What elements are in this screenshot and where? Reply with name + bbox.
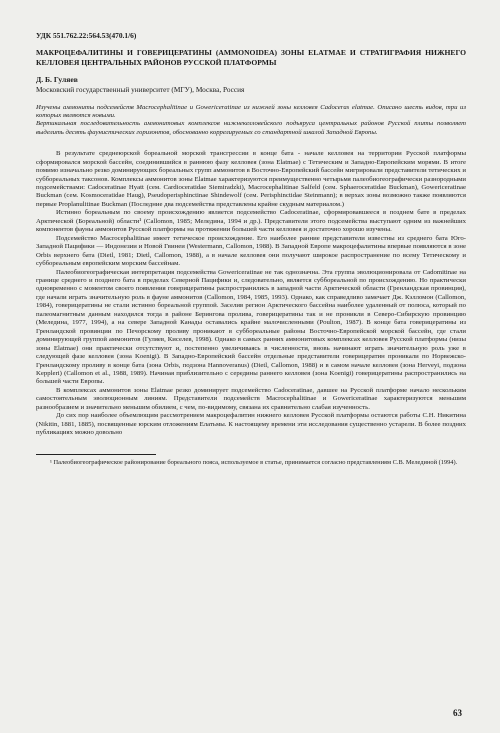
abstract [36, 104, 466, 138]
udk-code: УДК 551.762.22:564.53(470.1/6) [36, 31, 137, 40]
body-paragraph: В комплексах аммонитов зоны Elatmae резко доминирует подсемейство Cadoceratinae, давшее на Русской платформе начало нескольким самостоятельным эволюционным линиям. Представители подсемейств Macrocephalitinae и Gowericeratinae характеризуются меньшим разнообразием и значительно меньшим обилием, с чем, по-видимому, связана их сравнительно слабая изученность. [36, 386, 466, 411]
abstract-paragraph: Вертикальная последовательность аммонитовых комплексов нижнекелловейского подъяруса центральных районов Русской плиты позволяет выделить десять фаунистических горизонтов, обоснованно коррелируемых со стандартной шкалой Западной Европы. [36, 120, 466, 136]
author-affiliation: Московский государственный университет (МГУ), Москва, Россия [36, 84, 245, 94]
body-paragraph: Истинно бореальным по своему происхождению является подсемейство Cadoceratinae, сформировавшееся в позднем бате в пределах Арктической (Бореальной) области¹ (Callomon, 1985; Меледина, 1994 и др.). Представители этого подсемейства выступают одним из важнейших компонентов фауны аммонитов Русской платформы на протяжении большей части келловея и достаточно хорошо изучены. [36, 209, 466, 234]
body-paragraph: Подсемейство Macrocephalitinae имеет тетическое происхождение. Его наиболее ранние представители известны из среднего бата Юго-Западной Пацифики — Индонезии и Новой Гвинеи (Westermann, Callomon, 1988). В Западной Европе макроцефалитины впервые появляются в зоне Orbis верхнего бата (Dietl, 1981; Dietl, Callomon, 1988), а в начале келловея они получают широкое распространение по всему Тетическому и суббореальным европейским морским бассейнам. [36, 234, 466, 268]
author-name: Д. Б. Гуляев [36, 74, 78, 84]
article-title: МАКРОЦЕФАЛИТИНЫ И ГОВЕРИЦЕРАТИНЫ (AMMONOIDEA) ЗОНЫ ELATMAE И СТРАТИГРАФИЯ НИЖНЕГО КЕЛЛОВЕЯ ЦЕНТРАЛЬНЫХ РАЙОНОВ РУССКОЙ ПЛАТФОРМЫ [36, 48, 466, 67]
page-number: 63 [453, 708, 462, 718]
body-paragraph: До сих пор наиболее объемлющим рассмотрением макроцефалитин нижнего келловея Русской платформы остаются работы С.Н. Никитина (Nikitin, 1881, 1885), посвященные юрским отложениям Елатьмы. К настоящему времени эти исследования существенно устарели. В более поздних публикациях можно довольно [36, 412, 466, 437]
body-paragraph: Палеобиогеографическая интерпретация подсемейства Gowericeratinae не так однозначна. Эта группа эволюционировала от Cadomitinae на границе среднего и позднего бата в пределах Северной Пацифики и, следовательно, является суббореальной по происхождению. Но практически одновременно с моментом своего появления говерицератины распространились в западной части Арктической области (Гренландская провинция), где начали играть значительную роль в фауне аммонитов (Callomon, 1984, 1985, 1993). Однако, как справедливо замечает Дж. Кэлломон (Callomon, 1984), говерицератины не стали истинно бореальной группой. Заселив регион Арктического бассейна наиболее удаленный от полюса, который по палеомагнитным данным находился тогда в районе Берингова пролива, говерицератины так и не проникли в Северо-Сибирскую провинцию (Меледина, 1977, 1994), а на севере Западной Канады оставались крайне малочисленными (Poulton, 1987). В конце бата говерицератины из Гренландской провинции по Печорскому проливу проникают в суббореальные районы Восточно-Европейской морской бассейн, где стали доминирующей группой аммонитов (Гуляев, Киселев, 1998). Однако в самых ранних аммонитовых комплексах келловея Русской платформы (низы зоны Elatmae) они практически отсутствуют и, постепенно увеличиваясь в численности, вновь начинают играть значительную роль уже в следующей фазе келловея (зона Koenigi). В Западно-Европейский бассейн отдельные представители говерицератин проникали по Норвежско-Гренландскому проливу в конце бата (зона Orbis, подзона Hannoveranus) (Dietl, Callomon, 1988) и в самом начале келловея (зона Herveyi, подзона Keppleri) (Callomon et al., 1988, 1989). Начиная приблизительно с середины раннего келловея (зона Koenigi) говерицератины распространились на большей части Европы. [36, 268, 466, 386]
footnote: ¹ Палеобиогеографическое районирование бореального пояса, используемое в статье, принимается согласно представлениям С.В. Мелединой (1994). [50, 458, 458, 466]
footnote-divider [36, 454, 156, 455]
abstract-paragraph: Изучены аммониты подсемейств Macrocephalitinae и Gowericeratinae из нижней зоны келловея Cadoceras elatmae. Описано шесть видов, три из которых являются новыми. [36, 103, 466, 119]
body-paragraph: В результате среднеюрской бореальной морской трансгрессии в конце бата - начале келловея на территории Русской платформы сформировался морской бассейн, соединившийся в раннюю фазу келловея (зона Elatmae) с Тетическим и Западно-Европейским морями. В итоге помимо изначально резко доминирующих бореальных групп аммонитов в Восточно-Европейский бассейн мигрировали представители тетических и суббореальных таксонов. Комплексы аммонитов зоны Elatmae характеризуются преимущественно четырьмя палеобиогеографически разнородными подсемействами: Cadoceratinae Hyatt (сем. Cardioceratidae Siemiradzki), Macrocephalitinae Salfeld (сем. Sphaeroceratidae Buckman), Gowericeratinae Buckman (сем. Kosmoceratidae Haug), Pseudoperisphinctinae Shindewolf (сем. Perisphinctidae Steinmann); в верхах зоны возможно также появляются первые Proplanulitinae Buckman (Последние два подсемейства представлены крайне скудным материалом.) [36, 150, 466, 208]
article-body [36, 150, 466, 437]
